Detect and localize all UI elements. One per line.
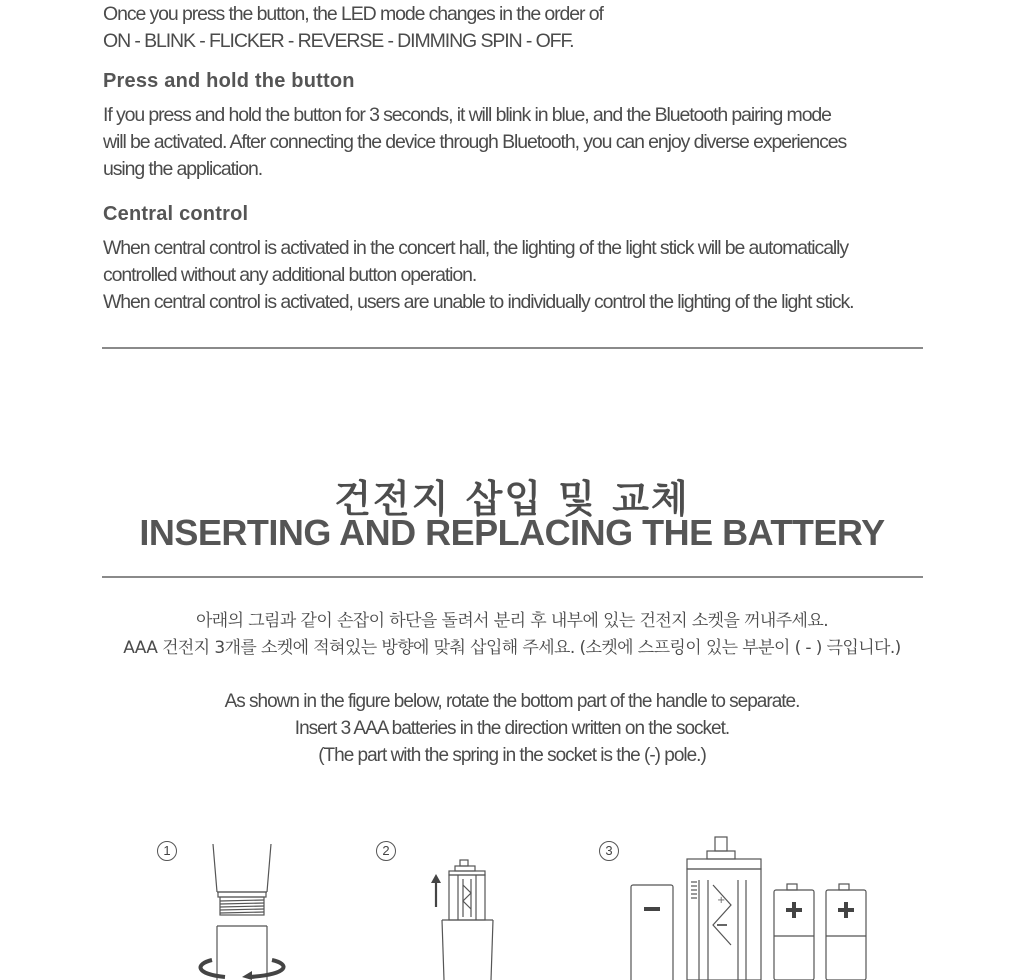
- section-divider-top: [102, 347, 923, 349]
- led-mode-intro-line-1: Once you press the button, the LED mode changes in the order of: [103, 3, 603, 25]
- press-hold-heading: Press and hold the button: [103, 70, 355, 92]
- press-hold-body-line-3: using the application.: [103, 158, 263, 180]
- press-hold-body-line-2: will be activated. After connecting the device through Bluetooth, you can enjoy diverse experiences: [103, 131, 847, 153]
- step-2-number: 2: [376, 841, 396, 861]
- section-divider-battery: [102, 576, 923, 578]
- battery-instruction-en-line-2: Insert 3 AAA batteries in the direction written on the socket.: [294, 718, 730, 739]
- battery-instruction-ko-line-2: AAA 건전지 3개를 소켓에 적혀있는 방향에 맞춰 삽입해 주세요. (소켓에 스프링이 있는 부분이 ( - ) 극입니다.): [123, 638, 901, 658]
- led-mode-order-line: ON - BLINK - FLICKER - REVERSE - DIMMING SPIN - OFF.: [103, 30, 574, 52]
- press-hold-body-line-1: If you press and hold the button for 3 seconds, it will blink in blue, and the Bluetooth pairing mode: [103, 104, 831, 126]
- battery-instruction-en-line-3: (The part with the spring in the socket is the (-) pole.): [318, 745, 706, 766]
- svg-text:+: +: [717, 895, 726, 906]
- central-control-heading: Central control: [103, 203, 249, 225]
- step-1-number: 1: [157, 841, 177, 861]
- battery-title-korean: 건전지 삽입 및 교체: [334, 477, 690, 521]
- battery-instruction-en-line-1: As shown in the figure below, rotate the bottom part of the handle to separate.: [224, 691, 800, 712]
- pull-socket-illustration-icon: [425, 855, 505, 980]
- step-3-number: 3: [599, 841, 619, 861]
- insert-batteries-illustration-icon: [625, 830, 875, 980]
- battery-minus-sign: [644, 907, 660, 911]
- central-control-body-line-2: controlled without any additional button operation.: [103, 264, 477, 286]
- central-control-body-line-3: When central control is activated, users are unable to individually control the lighting of the light stick.: [103, 291, 854, 313]
- battery-instruction-ko-line-1: 아래의 그림과 같이 손잡이 하단을 돌려서 분리 후 내부에 있는 건전지 소켓을 꺼내주세요.: [195, 611, 829, 631]
- battery-title-english: INSERTING AND REPLACING THE BATTERY: [139, 512, 885, 553]
- rotate-handle-illustration-icon: [190, 840, 300, 980]
- central-control-body-line-1: When central control is activated in the concert hall, the lighting of the light stick will be automatically: [103, 237, 849, 259]
